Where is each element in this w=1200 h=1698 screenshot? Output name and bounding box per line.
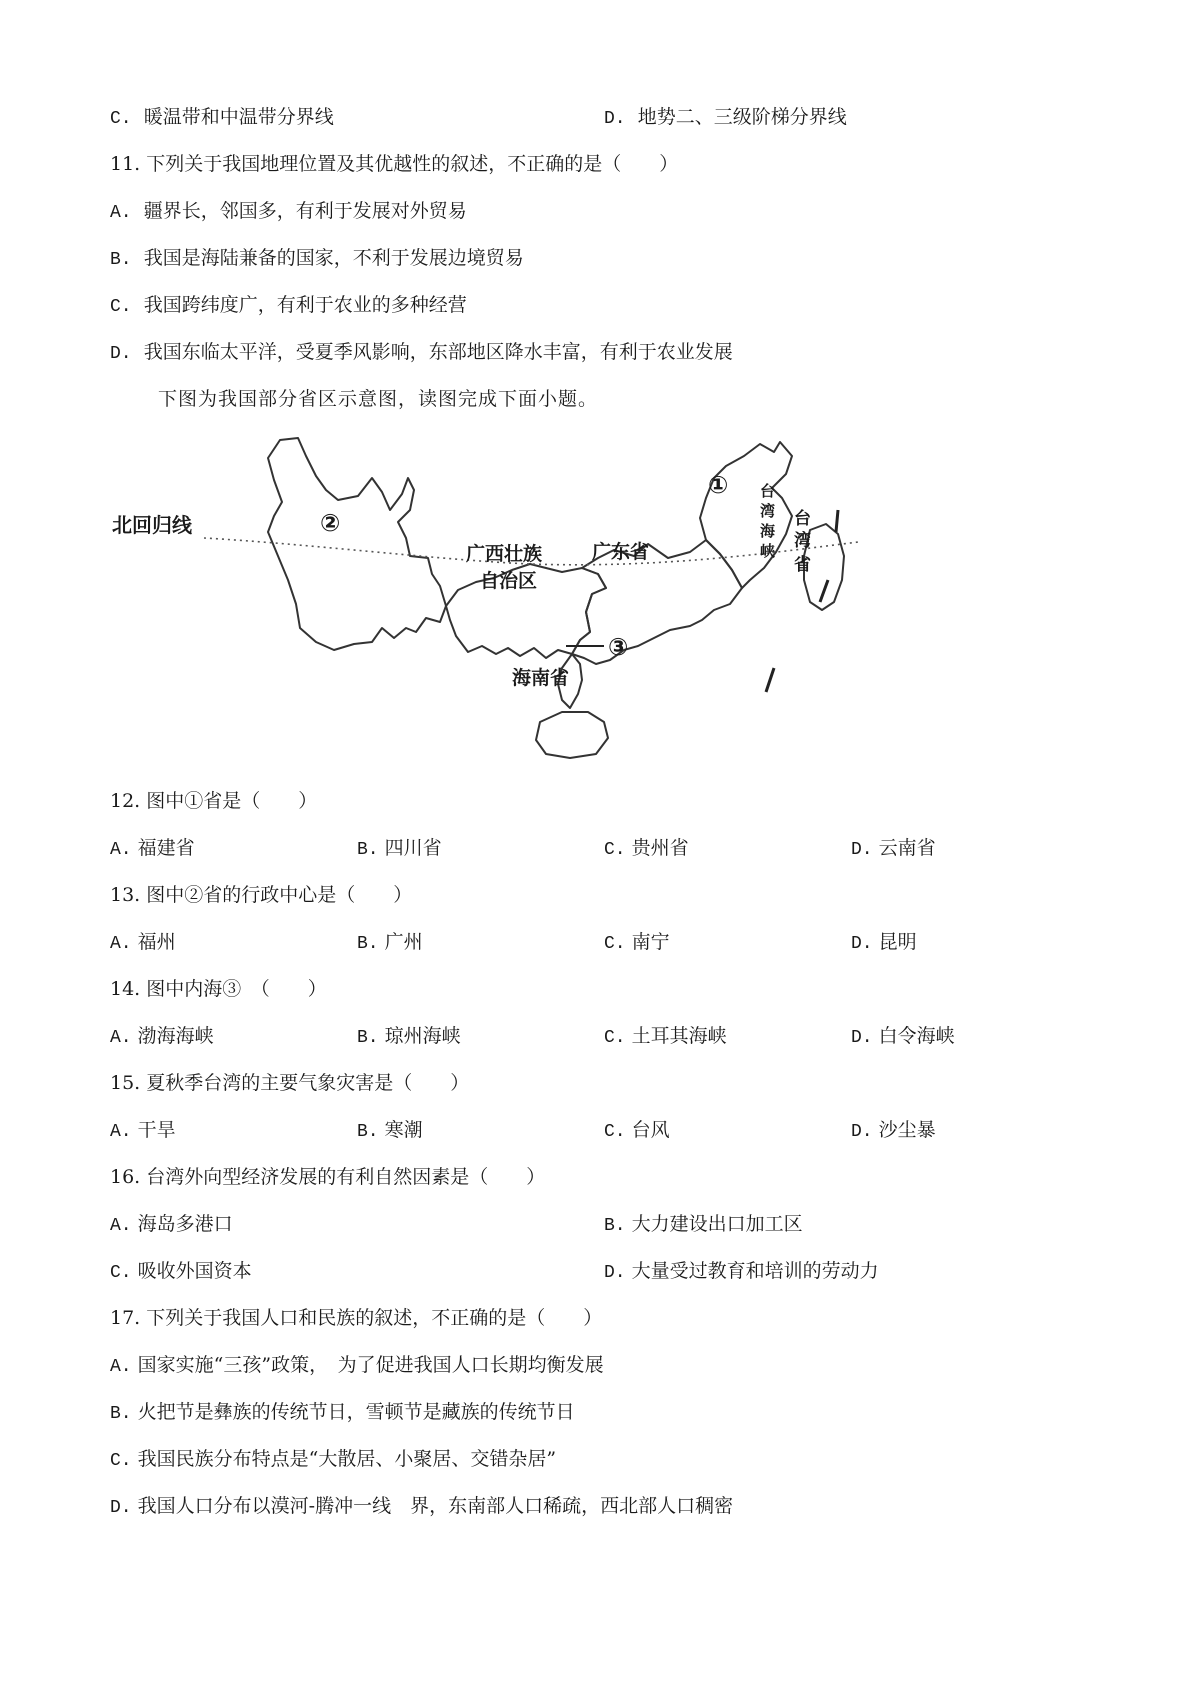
option-label: A.	[110, 1216, 132, 1236]
option-label: C.	[110, 297, 132, 317]
strait-char: 峡	[760, 542, 776, 560]
q17-stem: 17. 下列关于我国人口和民族的叙述，不正确的是（ ）	[110, 1307, 603, 1329]
marker-1: ①	[708, 471, 729, 499]
option-label: B.	[357, 1122, 379, 1142]
island-dash	[820, 580, 828, 602]
q17-option-b	[110, 1399, 575, 1427]
guangxi-label-2: 自治区	[480, 570, 538, 592]
marker-3: ③	[608, 633, 629, 661]
q11-option-d	[110, 339, 733, 367]
option-label: A.	[110, 1357, 132, 1377]
option-text: 昆明	[878, 931, 917, 953]
q14-option-d	[851, 1023, 955, 1051]
q10-option-c	[110, 104, 334, 132]
q16-stem: 16. 台湾外向型经济发展的有利自然因素是（ ）	[110, 1166, 546, 1188]
hainan-outline	[536, 712, 608, 758]
option-label: B.	[357, 934, 379, 954]
tropic-label: 北回归线	[112, 513, 192, 537]
option-label: B.	[604, 1216, 626, 1236]
q14-option-c	[604, 1023, 727, 1051]
q10-option-d	[604, 104, 847, 132]
q12-option-d	[851, 835, 936, 863]
option-text: 四川省	[384, 837, 442, 859]
option-label: A.	[110, 1028, 132, 1048]
option-text: 沙尘暴	[878, 1119, 936, 1141]
q14-option-a	[110, 1023, 214, 1051]
q15-option-b	[357, 1117, 423, 1145]
option-text: 白令海峡	[878, 1025, 955, 1047]
option-text: 国家实施“三孩”政策， 为了促进我国人口长期均衡发展	[137, 1354, 604, 1376]
option-text: 吸收外国资本	[137, 1260, 252, 1282]
option-label: C.	[604, 840, 626, 860]
fujian-outline	[700, 442, 792, 588]
taiwan-char: 台	[794, 509, 811, 529]
q15-option-a	[110, 1117, 176, 1145]
option-label: D.	[604, 109, 626, 129]
option-label: D.	[851, 934, 873, 954]
option-label: C.	[110, 109, 132, 129]
option-text: 福建省	[137, 837, 195, 859]
option-label: D.	[851, 840, 873, 860]
option-text: 我国民族分布特点是“大散居、小聚居、交错杂居”	[137, 1448, 557, 1470]
option-label: B.	[357, 840, 379, 860]
option-label: C.	[604, 1028, 626, 1048]
q14-stem: 14. 图中内海③ （ ）	[110, 978, 327, 1000]
marker-2: ②	[320, 509, 341, 537]
option-text: 我国人口分布以漠河-腾冲一线 界，东南部人口稀疏，西北部人口稠密	[137, 1495, 734, 1517]
option-text: 海岛多港口	[137, 1213, 233, 1235]
q13-option-d	[851, 929, 917, 957]
option-text: 福州	[137, 931, 176, 953]
q13-option-a	[110, 929, 176, 957]
option-label: C.	[604, 1122, 626, 1142]
q16-option-d	[604, 1258, 879, 1286]
option-label: A.	[110, 934, 132, 954]
option-text: 土耳其海峡	[631, 1025, 727, 1047]
q13-option-c	[604, 929, 670, 957]
option-label: B.	[357, 1028, 379, 1048]
option-label: B.	[110, 1404, 132, 1424]
strait-char: 湾	[760, 502, 776, 520]
option-text: 贵州省	[631, 837, 689, 859]
option-text: 我国东临太平洋，受夏季风影响，东部地区降水丰富，有利于农业发展	[143, 341, 733, 363]
option-label: D.	[851, 1122, 873, 1142]
option-text: 我国是海陆兼备的国家，不利于发展边境贸易	[143, 247, 524, 269]
option-text: 地势二、三级阶梯分界线	[637, 106, 847, 128]
option-label: D.	[851, 1028, 873, 1048]
option-text: 南宁	[631, 931, 670, 953]
option-label: D.	[110, 1498, 132, 1518]
option-label: C.	[110, 1263, 132, 1283]
guangxi-label-1: 广西壮族	[466, 543, 543, 565]
option-label: A.	[110, 1122, 132, 1142]
option-label: A.	[110, 203, 132, 223]
q12-option-b	[357, 835, 442, 863]
q11-option-b	[110, 245, 524, 273]
q11-option-c	[110, 292, 467, 320]
option-text: 我国跨纬度广，有利于农业的多种经营	[143, 294, 467, 316]
q17-option-c	[110, 1446, 556, 1474]
option-text: 台风	[631, 1119, 670, 1141]
q13-option-b	[357, 929, 423, 957]
taiwan-char: 省	[794, 555, 811, 575]
q15-option-c	[604, 1117, 670, 1145]
q16-option-c	[110, 1258, 252, 1286]
q15-option-d	[851, 1117, 936, 1145]
hainan-label: 海南省	[512, 667, 570, 689]
option-label: B.	[110, 250, 132, 270]
q17-option-d	[110, 1493, 733, 1521]
option-text: 寒潮	[384, 1119, 423, 1141]
option-label: D.	[110, 344, 132, 364]
q12-option-c	[604, 835, 689, 863]
option-text: 琼州海峡	[384, 1025, 461, 1047]
island-dash	[836, 510, 838, 532]
q12-option-a	[110, 835, 195, 863]
q14-option-b	[357, 1023, 461, 1051]
option-label: A.	[110, 840, 132, 860]
q16-option-a	[110, 1211, 233, 1239]
q11-stem: 11. 下列关于我国地理位置及其优越性的叙述，不正确的是（ ）	[110, 153, 679, 175]
map-intro: 下图为我国部分省区示意图，读图完成下面小题。	[158, 388, 599, 410]
province-map	[110, 432, 950, 762]
option-text: 干旱	[137, 1119, 176, 1141]
q15-stem: 15. 夏秋季台湾的主要气象灾害是（ ）	[110, 1072, 470, 1094]
option-text: 暖温带和中温带分界线	[143, 106, 334, 128]
taiwan-char: 湾	[794, 531, 811, 551]
q17-option-a	[110, 1352, 604, 1380]
option-text: 渤海海峡	[137, 1025, 214, 1047]
option-label: D.	[604, 1263, 626, 1283]
option-text: 疆界长，邻国多，有利于发展对外贸易	[143, 200, 467, 222]
option-text: 火把节是彝族的传统节日，雪顿节是藏族的传统节日	[137, 1401, 575, 1423]
strait-char: 海	[760, 522, 776, 540]
option-label: C.	[110, 1451, 132, 1471]
option-text: 广州	[384, 931, 423, 953]
q11-option-a	[110, 198, 467, 226]
q12-stem: 12. 图中①省是（ ）	[110, 790, 318, 812]
q13-stem: 13. 图中②省的行政中心是（ ）	[110, 884, 413, 906]
option-label: C.	[604, 934, 626, 954]
island-dash	[766, 668, 774, 692]
strait-char: 台	[760, 482, 776, 500]
option-text: 大量受过教育和培训的劳动力	[631, 1260, 879, 1282]
q16-option-b	[604, 1211, 803, 1239]
option-text: 大力建设出口加工区	[631, 1213, 803, 1235]
guangdong-label: 广东省	[592, 541, 650, 563]
option-text: 云南省	[878, 837, 936, 859]
